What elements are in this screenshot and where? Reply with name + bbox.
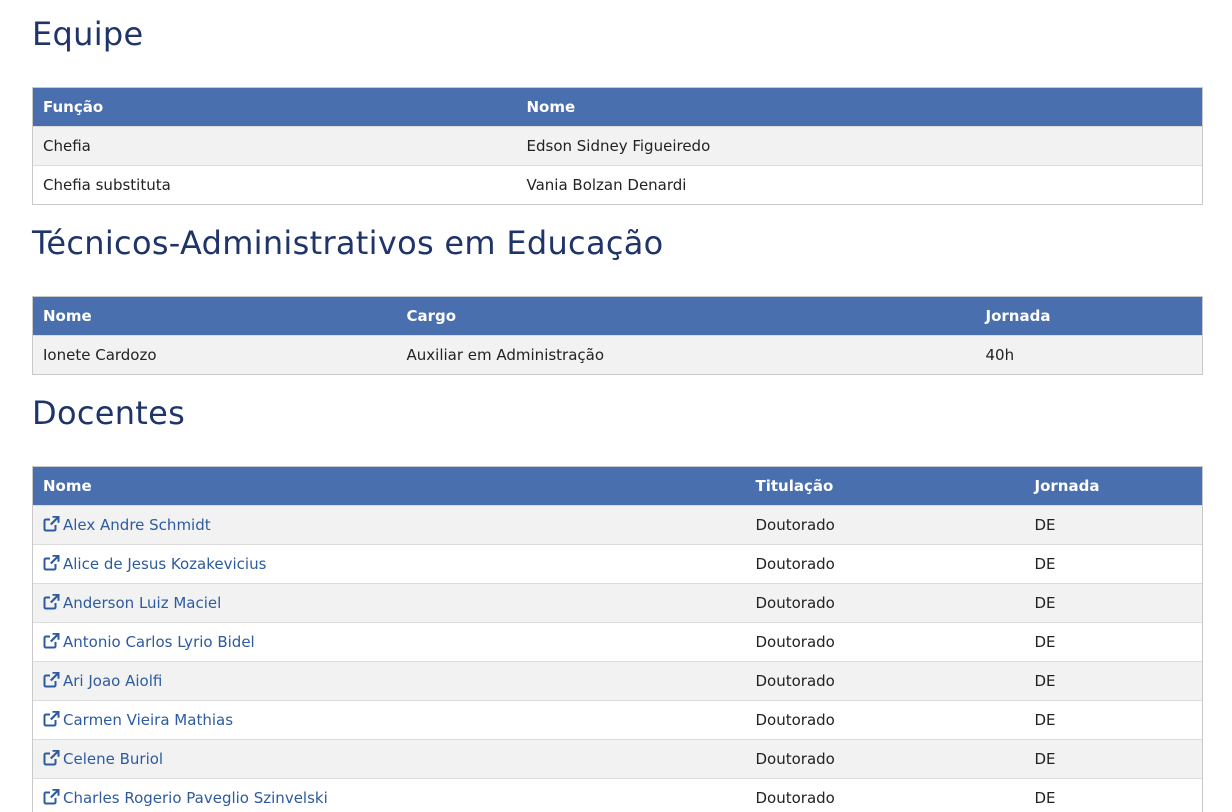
external-link-icon	[43, 672, 60, 688]
cell-nome	[33, 779, 746, 812]
cell-jornada: DE	[1025, 506, 1203, 545]
docente-name: Ari Joao Aiolfi	[63, 672, 163, 690]
external-link-icon	[43, 789, 60, 805]
docente-profile-link[interactable]	[43, 594, 221, 612]
cell-nome: Edson Sidney Figueiredo	[517, 127, 1203, 166]
table-row	[33, 127, 1203, 166]
external-link-icon	[43, 711, 60, 727]
table-header-row	[33, 88, 1203, 127]
section-title-docentes: Docentes	[32, 394, 186, 432]
cell-nome	[33, 506, 746, 545]
external-link-icon	[43, 750, 60, 766]
cell-nome	[33, 623, 746, 662]
cell-nome	[33, 701, 746, 740]
column-header-nome: Nome	[517, 88, 1203, 127]
cell-jornada: DE	[1025, 584, 1203, 623]
column-header-jornada: Jornada	[976, 297, 1203, 336]
docente-profile-link[interactable]	[43, 633, 255, 651]
column-header-titulacao: Titulação	[746, 467, 1025, 506]
docente-name: Anderson Luiz Maciel	[63, 594, 222, 612]
column-header-nome: Nome	[33, 297, 397, 336]
cell-jornada: DE	[1025, 662, 1203, 701]
column-header-funcao: Função	[33, 88, 517, 127]
cell-jornada: DE	[1025, 701, 1203, 740]
column-header-cargo: Cargo	[397, 297, 976, 336]
cell-jornada: DE	[1025, 779, 1203, 812]
table-row	[33, 623, 1203, 662]
cell-titulacao: Doutorado	[746, 623, 1025, 662]
table-row	[33, 545, 1203, 584]
cell-titulacao: Doutorado	[746, 506, 1025, 545]
table-row	[33, 584, 1203, 623]
cell-titulacao: Doutorado	[746, 662, 1025, 701]
external-link-icon	[43, 555, 60, 571]
cell-titulacao: Doutorado	[746, 740, 1025, 779]
table-row	[33, 740, 1203, 779]
cell-funcao: Chefia	[33, 127, 517, 166]
column-header-jornada: Jornada	[1025, 467, 1203, 506]
docente-profile-link[interactable]	[43, 555, 266, 573]
cell-nome: Ionete Cardozo	[33, 336, 397, 375]
docente-name: Celene Buriol	[63, 750, 164, 768]
docente-profile-link[interactable]	[43, 789, 328, 807]
equipe-table	[32, 87, 1203, 205]
cell-nome	[33, 740, 746, 779]
table-row	[33, 701, 1203, 740]
cell-jornada: DE	[1025, 740, 1203, 779]
docentes-table	[32, 466, 1203, 812]
table-row	[33, 506, 1203, 545]
external-link-icon	[43, 594, 60, 610]
tecnicos-table	[32, 296, 1203, 375]
table-header-row	[33, 467, 1203, 506]
docente-name: Carmen Vieira Mathias	[63, 711, 234, 729]
cell-funcao: Chefia substituta	[33, 166, 517, 205]
cell-cargo: Auxiliar em Administração	[397, 336, 976, 375]
docente-name: Alice de Jesus Kozakevicius	[63, 555, 267, 573]
cell-jornada: DE	[1025, 623, 1203, 662]
docente-profile-link[interactable]	[43, 711, 233, 729]
cell-titulacao: Doutorado	[746, 584, 1025, 623]
cell-jornada: DE	[1025, 545, 1203, 584]
section-title-equipe: Equipe	[32, 15, 144, 53]
cell-titulacao: Doutorado	[746, 545, 1025, 584]
table-row	[33, 166, 1203, 205]
cell-nome: Vania Bolzan Denardi	[517, 166, 1203, 205]
cell-jornada: 40h	[976, 336, 1203, 375]
table-row	[33, 779, 1203, 812]
docente-profile-link[interactable]	[43, 750, 163, 768]
docente-profile-link[interactable]	[43, 672, 162, 690]
docente-name: Alex Andre Schmidt	[63, 516, 211, 534]
docente-profile-link[interactable]	[43, 516, 211, 534]
cell-nome	[33, 584, 746, 623]
cell-nome	[33, 662, 746, 701]
external-link-icon	[43, 633, 60, 649]
table-header-row	[33, 297, 1203, 336]
docente-name: Charles Rogerio Paveglio Szinvelski	[63, 789, 328, 807]
cell-titulacao: Doutorado	[746, 701, 1025, 740]
cell-titulacao: Doutorado	[746, 779, 1025, 812]
section-title-tecnicos: Técnicos-Administrativos em Educação	[32, 224, 664, 262]
table-row	[33, 662, 1203, 701]
column-header-nome: Nome	[33, 467, 746, 506]
table-row	[33, 336, 1203, 375]
docente-name: Antonio Carlos Lyrio Bidel	[63, 633, 255, 651]
external-link-icon	[43, 516, 60, 532]
cell-nome	[33, 545, 746, 584]
